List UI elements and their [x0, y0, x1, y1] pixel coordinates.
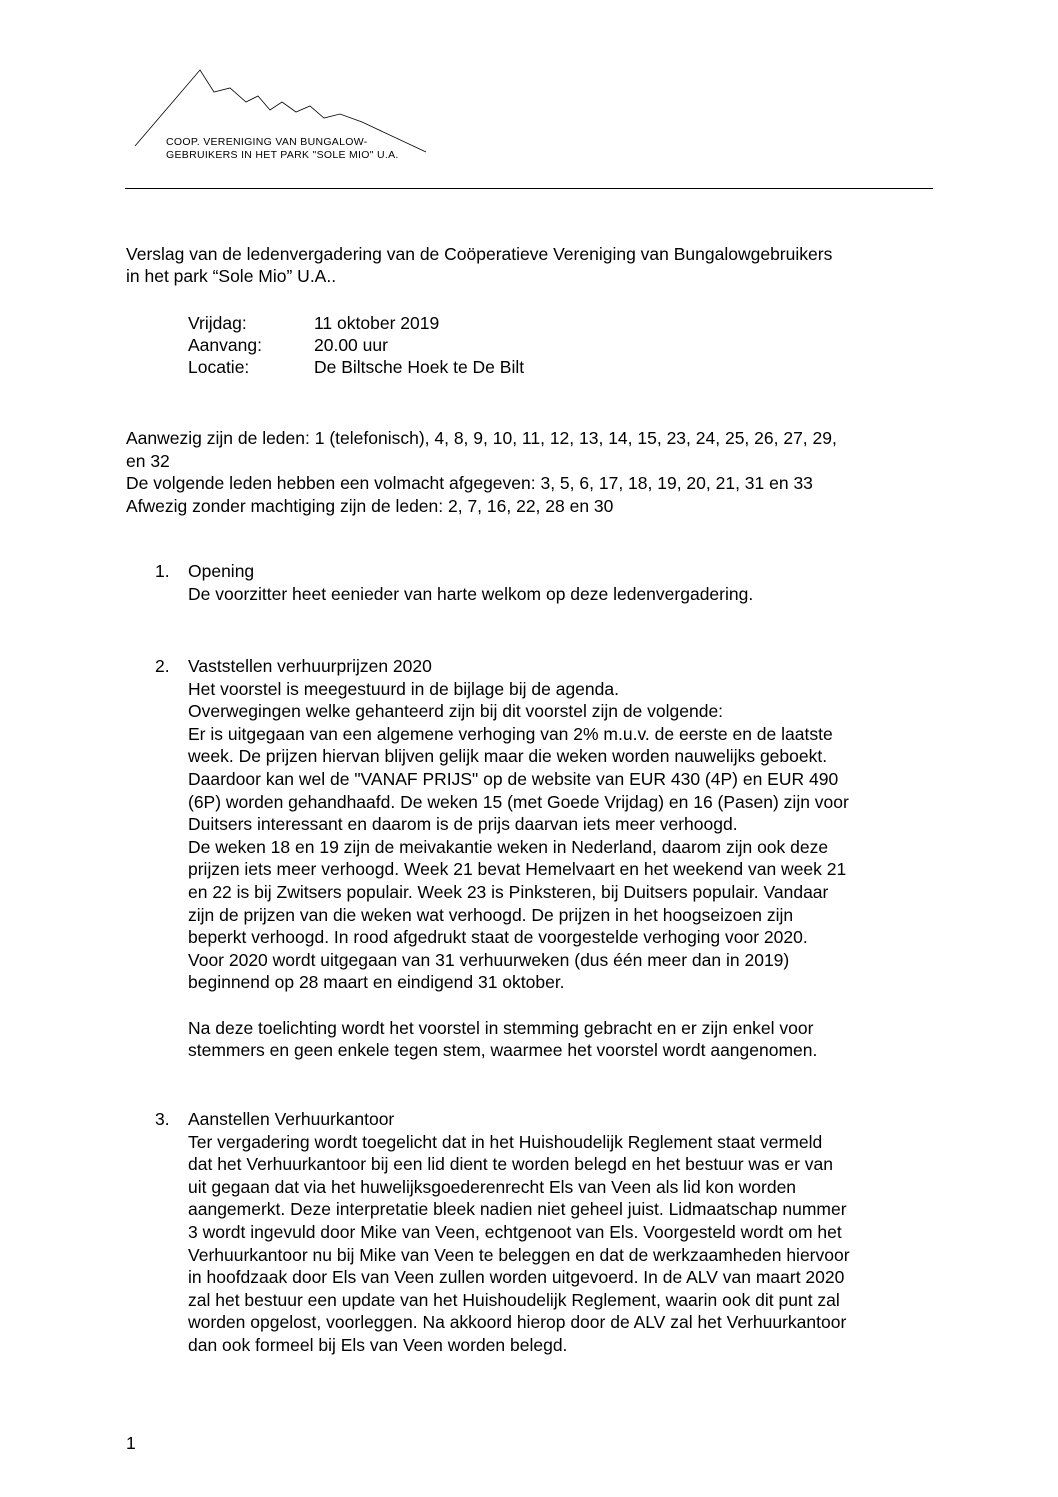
- item-line: dat het Verhuurkantoor bij een lid dient te worden belegd en het bestuur was er van: [188, 1154, 834, 1175]
- item-line: stemmers en geen enkele tegen stem, waarmee het voorstel wordt aangenomen.: [188, 1040, 818, 1061]
- item-line: en 22 is bij Zwitsers populair. Week 23 is Pinksteren, bij Duitsers populair. Vandaar: [188, 881, 829, 902]
- meeting-detail-row: [188, 312, 524, 334]
- item-title: Opening: [188, 561, 255, 581]
- document-intro: [126, 243, 936, 287]
- item-number: 3.: [155, 1109, 170, 1129]
- detail-value: 11 oktober 2019: [314, 313, 440, 333]
- item-line: beperkt verhoogd. In rood afgedrukt staat de voorgestelde verhoging voor 2020.: [188, 927, 808, 948]
- page-number: 1: [126, 1433, 136, 1453]
- item-line: Duitsers interessant en daarom is de prijs daarvan iets meer verhoogd.: [188, 814, 738, 835]
- item-line: prijzen iets meer verhoogd. Week 21 bevat Hemelvaart en het weekend van week 21: [188, 859, 847, 880]
- item-line: Na deze toelichting wordt het voorstel in stemming gebracht en er zijn enkel voor: [188, 1017, 814, 1038]
- item-title: Aanstellen Verhuurkantoor: [188, 1109, 395, 1129]
- logo-line-1: COOP. VERENIGING VAN BUNGALOW-: [166, 136, 368, 148]
- detail-label: Locatie:: [188, 357, 250, 377]
- detail-value: De Biltsche Hoek te De Bilt: [314, 357, 525, 377]
- item-line: De weken 18 en 19 zijn de meivakantie weken in Nederland, daarom zijn ook deze: [188, 836, 829, 857]
- attendance-absent: Afwezig zonder machtiging zijn de leden: 2, 7, 16, 22, 28 en 30: [126, 495, 614, 516]
- attendance-present-2: en 32: [126, 450, 170, 471]
- detail-label: Aanvang:: [188, 335, 262, 355]
- meeting-details: [188, 312, 524, 378]
- item-line: 3 wordt ingevuld door Mike van Veen, echtgenoot van Els. Voorgesteld wordt om het: [188, 1221, 842, 1242]
- attendance-section: [126, 427, 936, 517]
- item-line: uit gegaan dat via het huwelijksgoederenrecht Els van Veen als lid kon worden: [188, 1176, 797, 1197]
- item-line: beginnend op 28 maart en eindigend 31 oktober.: [188, 972, 565, 993]
- agenda-item-3: [155, 1108, 945, 1357]
- item-line: zal het bestuur een update van het Huishoudelijk Reglement, waarin ook dit punt zal: [188, 1289, 840, 1310]
- item-line: worden opgelost, voorleggen. Na akkoord hierop door de ALV zal het Verhuurkantoor: [188, 1312, 847, 1333]
- item-line: Daardoor kan wel de "VANAF PRIJS" op de website van EUR 430 (4P) en EUR 490: [188, 768, 839, 789]
- item-line: Voor 2020 wordt uitgegaan van 31 verhuurweken (dus één meer dan in 2019): [188, 949, 790, 970]
- agenda-item-2: [155, 655, 945, 1062]
- item-number: 1.: [155, 561, 170, 581]
- logo-caption: [166, 136, 399, 162]
- intro-line-1: Verslag van de ledenvergadering van de Coöperatieve Vereniging van Bungalowgebruikers: [126, 244, 833, 264]
- paragraph-spacer: [188, 994, 945, 1017]
- item-number: 2.: [155, 656, 170, 676]
- detail-label: Vrijdag:: [188, 313, 247, 333]
- logo-line-2: GEBRUIKERS IN HET PARK "SOLE MIO" U.A.: [166, 149, 399, 161]
- attendance-proxy: De volgende leden hebben een volmacht afgegeven: 3, 5, 6, 17, 18, 19, 20, 21, 31 en 33: [126, 473, 813, 493]
- item-body: [188, 560, 945, 605]
- intro-line-2: in het park “Sole Mio” U.A..: [126, 266, 337, 286]
- association-logo: [130, 62, 430, 162]
- item-line: aangemerkt. Deze interpretatie bleek nadien niet geheel juist. Lidmaatschap nummer: [188, 1199, 847, 1220]
- item-line: week. De prijzen hiervan blijven gelijk maar die weken worden nauwelijks geboekt.: [188, 746, 828, 767]
- attendance-present-1: Aanwezig zijn de leden: 1 (telefonisch), 4, 8, 9, 10, 11, 12, 13, 14, 15, 23, 24, 25, 26, 27, 29,: [126, 428, 837, 448]
- item-line: Verhuurkantoor nu bij Mike van Veen te beleggen en dat de werkzaamheden hiervoor: [188, 1244, 850, 1265]
- item-line: (6P) worden gehandhaafd. De weken 15 (met Goede Vrijdag) en 16 (Pasen) zijn voor: [188, 791, 849, 812]
- item-line: De voorzitter heet eenieder van harte welkom op deze ledenvergadering.: [188, 583, 754, 604]
- detail-value: 20.00 uur: [314, 335, 388, 355]
- item-line: Het voorstel is meegestuurd in de bijlage bij de agenda.: [188, 678, 619, 699]
- item-body: [188, 655, 945, 1062]
- item-line: Er is uitgegaan van een algemene verhoging van 2% m.u.v. de eerste en de laatste: [188, 723, 833, 744]
- item-title: Vaststellen verhuurprijzen 2020: [188, 656, 432, 676]
- header-divider: [125, 188, 933, 189]
- agenda-item-1: [155, 560, 945, 605]
- meeting-detail-row: [188, 356, 524, 378]
- item-line: Overwegingen welke gehanteerd zijn bij dit voorstel zijn de volgende:: [188, 701, 724, 722]
- item-line: Ter vergadering wordt toegelicht dat in het Huishoudelijk Reglement staat vermeld: [188, 1131, 823, 1152]
- meeting-detail-row: [188, 334, 524, 356]
- item-line: in hoofdzaak door Els van Veen zullen worden uitgevoerd. In de ALV van maart 2020: [188, 1267, 845, 1288]
- item-body: [188, 1108, 945, 1357]
- item-line: zijn de prijzen van die weken wat verhoogd. De prijzen in het hoogseizoen zijn: [188, 904, 794, 925]
- item-line: dan ook formeel bij Els van Veen worden belegd.: [188, 1334, 568, 1355]
